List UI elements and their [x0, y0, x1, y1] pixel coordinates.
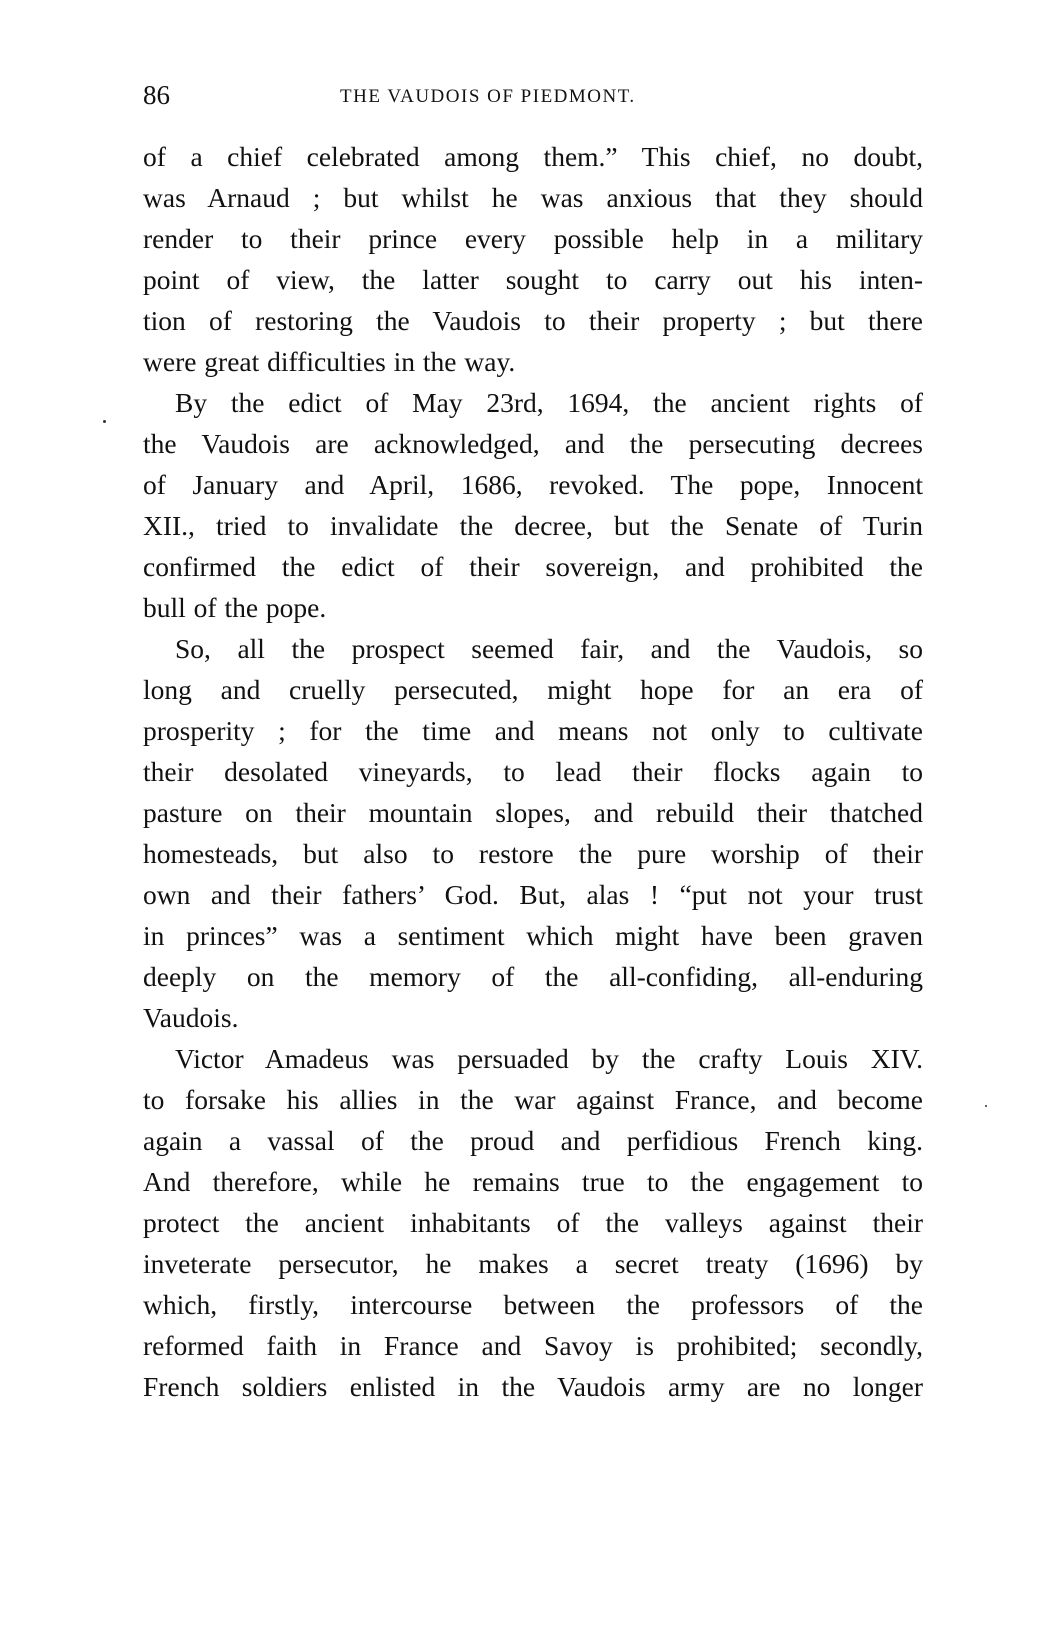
text-line: again a vassal of the proud and perfidious French king. — [143, 1125, 923, 1157]
text-line: of a chief celebrated among them.” This chief, no doubt, — [143, 141, 923, 172]
text-line: which, firstly, intercourse between the professors of the — [143, 1289, 923, 1321]
paragraph — [143, 628, 923, 1038]
text-line: point of view, the latter sought to carry out his inten- — [143, 264, 923, 296]
text-line: the Vaudois are acknowledged, and the persecuting decrees — [143, 428, 923, 460]
text-line: protect the ancient inhabitants of the valleys against their — [143, 1207, 923, 1239]
text-line: to forsake his allies in the war against France, and become — [143, 1084, 923, 1116]
text-line: were great difficulties in the way. — [143, 346, 516, 378]
text-line: was Arnaud ; but whilst he was anxious that they should — [143, 182, 923, 214]
text-line: render to their prince every possible help in a military — [143, 223, 923, 255]
scan-speck — [985, 1105, 987, 1107]
text-line: of January and April, 1686, revoked. The pope, Innocent — [143, 469, 923, 501]
text-line: inveterate persecutor, he makes a secret treaty (1696) by — [143, 1248, 923, 1280]
body-text — [143, 136, 923, 1407]
text-line: deeply on the memory of the all-confiding, all-enduring — [143, 961, 923, 993]
text-line: French soldiers enlisted in the Vaudois army are no longer — [143, 1371, 923, 1403]
text-line: Victor Amadeus was persuaded by the crafty Louis XIV. — [175, 1043, 923, 1075]
text-line: By the edict of May 23rd, 1694, the ancient rights of — [175, 387, 923, 419]
paragraph — [143, 382, 923, 628]
running-title: THE VAUDOIS OF PIEDMONT. — [340, 86, 636, 107]
paragraph — [143, 136, 923, 382]
text-line: pasture on their mountain slopes, and rebuild their thatched — [143, 797, 923, 829]
text-line: And therefore, while he remains true to the engagement to — [143, 1166, 923, 1198]
paragraph — [143, 1038, 923, 1407]
text-line: bull of the pope. — [143, 592, 327, 624]
text-line: own and their fathers’ God. But, alas ! “put not your trust — [143, 879, 923, 911]
scan-speck — [103, 420, 106, 423]
text-line: in princes” was a sentiment which might have been graven — [143, 920, 923, 952]
text-line: reformed faith in France and Savoy is prohibited; secondly, — [143, 1330, 923, 1362]
text-line: Vaudois. — [143, 1002, 239, 1034]
text-line: prosperity ; for the time and means not only to cultivate — [143, 715, 923, 747]
text-line: their desolated vineyards, to lead their flocks again to — [143, 756, 923, 788]
text-line: long and cruelly persecuted, might hope for an era of — [143, 674, 923, 706]
text-line: confirmed the edict of their sovereign, and prohibited the — [143, 551, 923, 583]
text-line: homesteads, but also to restore the pure worship of their — [143, 838, 923, 870]
text-line: XII., tried to invalidate the decree, but the Senate of Turin — [143, 510, 923, 542]
text-line: So, all the prospect seemed fair, and the Vaudois, so — [175, 633, 923, 665]
page-number: 86 — [143, 80, 170, 110]
text-line: tion of restoring the Vaudois to their property ; but there — [143, 305, 923, 337]
